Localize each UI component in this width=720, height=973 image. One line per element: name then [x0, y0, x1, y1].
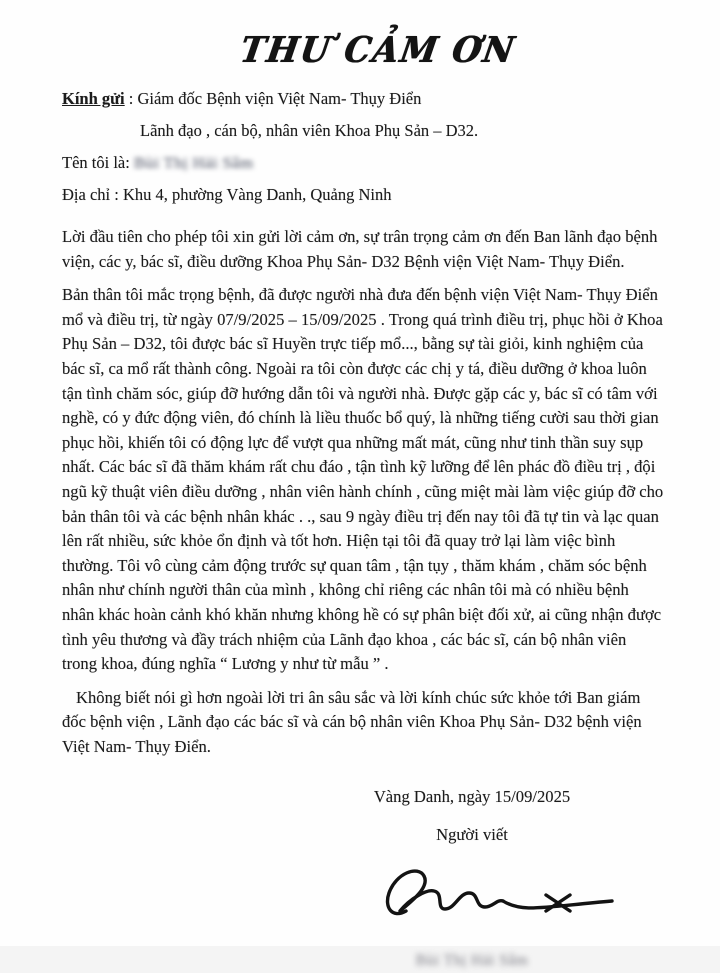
- signer-label: Người viết: [436, 825, 508, 845]
- letter-body: [62, 225, 664, 759]
- sender-name-label: Tên tôi là:: [62, 153, 134, 172]
- recipient-line-1: [62, 83, 664, 115]
- signature-svg: [376, 863, 616, 927]
- recipient-label: Kính gửi: [62, 89, 125, 108]
- closing-block: [332, 785, 612, 973]
- sender-name-line: [62, 147, 664, 179]
- letter-title: THƯ CẢM ƠN: [237, 28, 519, 71]
- body-paragraph-3: Không biết nói gì hơn ngoài lời tri ân sâu sắc và lời kính chúc sức khỏe tới Ban giám đốc bệnh viện , Lãnh đạo các bác sĩ và cán bộ nhân viên Khoa Phụ Sản- D32 bệnh viện Việt Nam- Thụy Điển.: [62, 687, 642, 756]
- sender-address-line: Địa chỉ : Khu 4, phường Vàng Danh, Quảng Ninh: [62, 185, 392, 204]
- recipient-line-2: Lãnh đạo , cán bộ, nhân viên Khoa Phụ Sản – D32.: [140, 121, 479, 140]
- body-paragraph-2: Bản thân tôi mắc trọng bệnh, đã được người nhà đưa đến bệnh viện Việt Nam- Thụy Điển mổ và điều trị, từ ngày 07/9/2025 – 15/09/2025 . Trong quá trình điều trị, phục hồi ở Khoa Phụ Sản – D32, tôi được bác sĩ Huyền trực tiếp mổ..., bằng sự tài giỏi, kinh nghiệm của bác sĩ, ca mổ rất thành công. Ngoài ra tôi còn được các chị y tá, điều dưỡng ở khoa luôn tận tình chăm sóc, giúp đỡ hướng dẫn tôi và người nhà. Được gặp các y, bác sĩ có tâm với nghề, có y đức động viên, đó chính là liều thuốc bổ quý, là những tiếng cười sau thời gian phục hồi, khiến tôi có động lực để vượt qua những mất mát, cũng như tinh thần suy sụp nhất. Các bác sĩ đã thăm khám rất chu đáo , tận tình kỹ lưỡng để lên phác đồ điều trị , đội ngũ kỹ thuật viên điều dưỡng , nhân viên hành chính , cũng miệt mài làm việc giúp đỡ cho bản thân tôi và các bệnh nhân khác . ., sau 9 ngày điều trị đến nay tôi đã tự tin và lạc quan lên rất nhiều, sức khỏe ổn định và tốt hơn. Hiện tại tôi đã quay trở lại làm việc bình thường. Tôi vô cùng cảm động trước sự quan tâm , tận tụy , thăm khám , chăm sóc bệnh nhân như chính người thân của mình , không chỉ riêng các nhân tôi mà có nhiều bệnh nhân khác hoàn cảnh khó khăn nhưng không hề có sự phân biệt đối xử, ai cũng nhận được tình yêu thương và đầy trách nhiệm của Lãnh đạo khoa , các bác sĩ, cán bộ nhân viên trong khoa, đúng nghĩa “ Lương y như từ mẫu ” .: [62, 285, 664, 674]
- body-paragraph-1: Lời đầu tiên cho phép tôi xin gửi lời cảm ơn, sự trân trọng cảm ơn đến Ban lãnh đạo bệnh viện, các y, bác sĩ, điều dưỡng Khoa Phụ Sản- D32 Bệnh viện Việt Nam- Thụy Điển.: [62, 227, 658, 271]
- recipient-line-1-text: : Giám đốc Bệnh viện Việt Nam- Thụy Điển: [124, 89, 422, 108]
- signature-image: [376, 863, 616, 927]
- redacted-sender-name: Bùi Thị Hải Sâm: [133, 153, 254, 172]
- recipient-block: [62, 83, 664, 211]
- redacted-signed-name: Bùi Thị Hải Sâm: [415, 952, 529, 970]
- place-date-line: Vàng Danh, ngày 15/09/2025: [373, 787, 571, 807]
